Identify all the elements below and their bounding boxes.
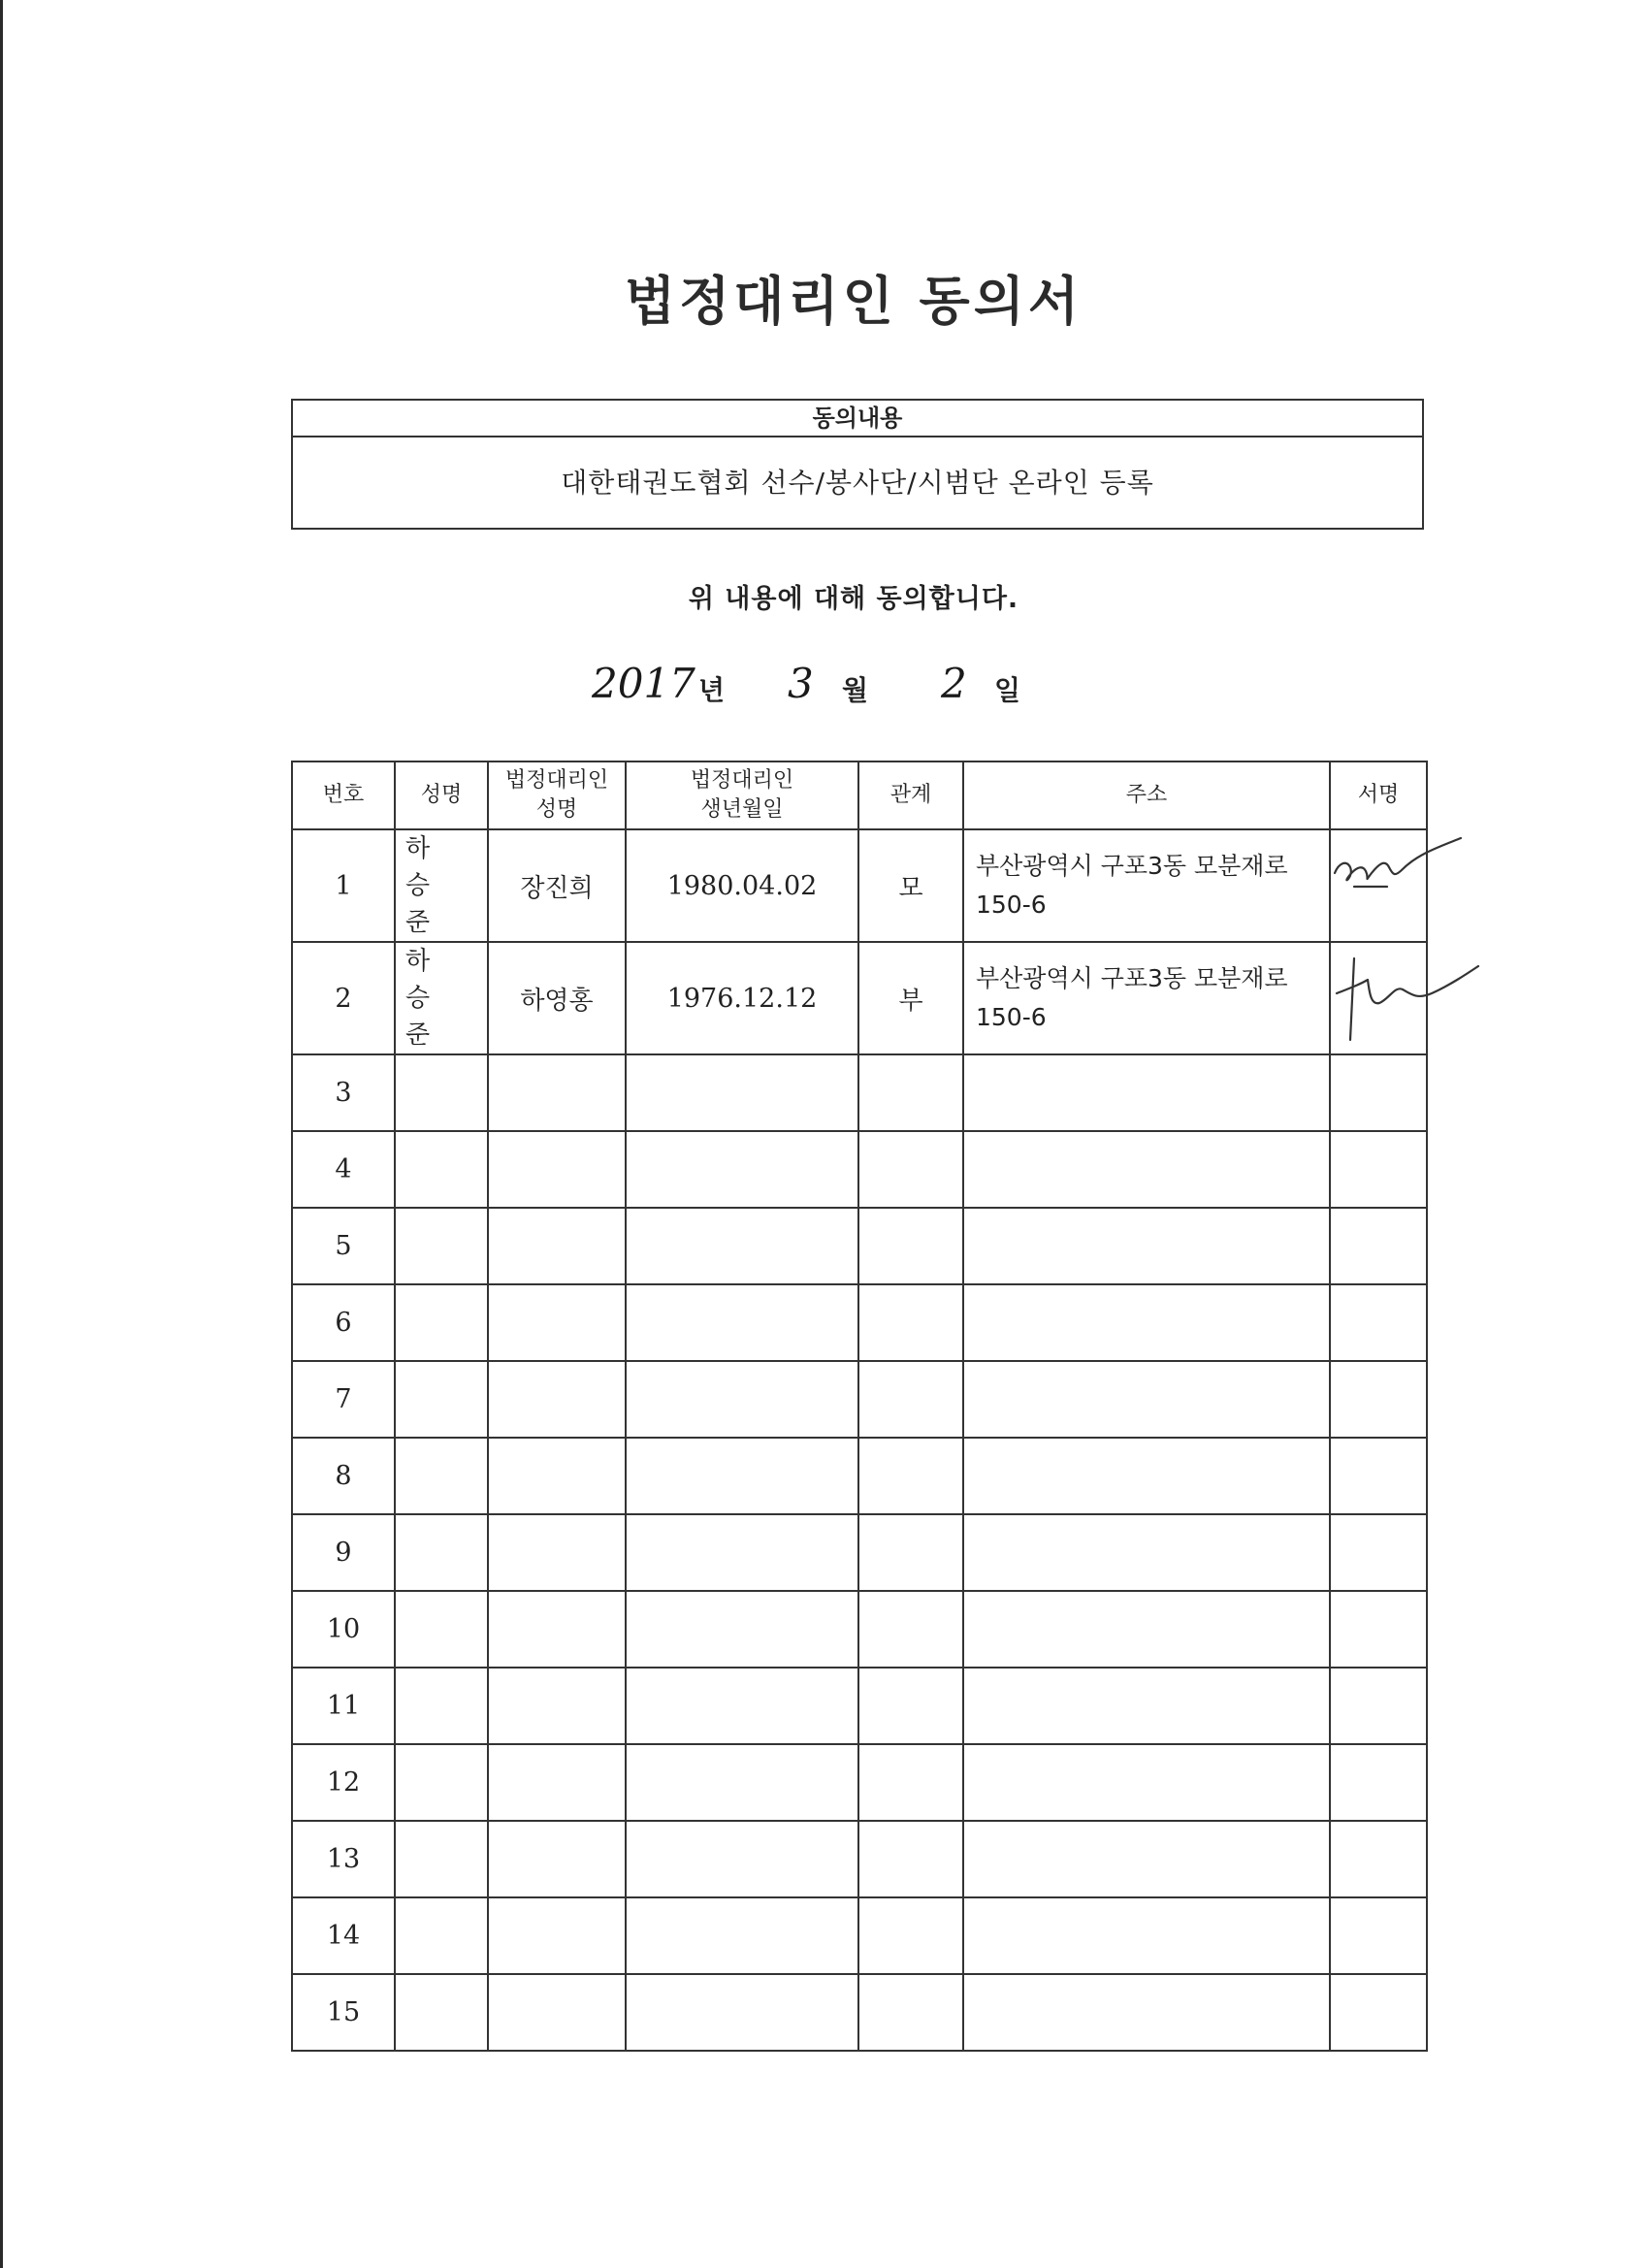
date-month: 3 [788,660,814,707]
cell-no: 15 [292,1974,395,2051]
header-rep-birth: 법정대리인 생년월일 [626,761,858,829]
cell-address [963,1284,1330,1361]
cell-rep-name [488,1668,626,1744]
cell-signature [1330,1131,1427,1208]
cell-rep-name [488,1284,626,1361]
cell-relation [858,1591,963,1668]
cell-name [395,1591,488,1668]
header-signature: 서명 [1330,761,1427,829]
cell-rep-name [488,1744,626,1821]
cell-relation: 부 [858,942,963,1054]
cell-name [395,1438,488,1514]
cell-relation [858,1897,963,1974]
table-row [292,1514,1427,1591]
table-row [292,829,1427,942]
cell-no: 2 [292,942,395,1054]
scan-edge [0,0,3,2268]
cell-rep-name: 하영홍 [488,942,626,1054]
cell-signature [1330,1514,1427,1591]
consent-box [291,399,1424,530]
cell-address [963,1054,1330,1131]
cell-name [395,1668,488,1744]
cell-signature [1330,1821,1427,1897]
cell-no: 1 [292,829,395,942]
cell-address [963,1131,1330,1208]
cell-name: 하 승 준 [395,829,488,942]
cell-no: 3 [292,1054,395,1131]
cell-signature [1330,1054,1427,1131]
table-row [292,1054,1427,1131]
table-row [292,1974,1427,2051]
header-rep-name: 법정대리인 성명 [488,761,626,829]
cell-address [963,1208,1330,1284]
cell-address [963,1591,1330,1668]
cell-address: 부산광역시 구포3동 모분재로150-6 [963,942,1330,1054]
cell-signature [1330,1438,1427,1514]
cell-rep-birth [626,1361,858,1438]
date-month-unit: 월 [842,674,869,706]
cell-no: 5 [292,1208,395,1284]
cell-address [963,1744,1330,1821]
cell-rep-birth [626,1208,858,1284]
cell-address [963,1514,1330,1591]
cell-rep-birth [626,1821,858,1897]
cell-rep-birth [626,1284,858,1361]
header-relation: 관계 [858,761,963,829]
cell-rep-birth: 1976.12.12 [626,942,858,1054]
cell-relation [858,1361,963,1438]
cell-address [963,1974,1330,2051]
cell-name [395,1821,488,1897]
cell-name [395,1744,488,1821]
cell-no: 14 [292,1897,395,1974]
cell-rep-name: 장진희 [488,829,626,942]
cell-rep-name [488,1591,626,1668]
cell-no: 9 [292,1514,395,1591]
cell-relation [858,1054,963,1131]
cell-no: 11 [292,1668,395,1744]
cell-name [395,1131,488,1208]
cell-rep-name [488,1361,626,1438]
cell-relation [858,1974,963,2051]
cell-name [395,1361,488,1438]
cell-name [395,1054,488,1131]
date-day: 2 [941,660,967,707]
cell-rep-name [488,1054,626,1131]
cell-signature [1330,1974,1427,2051]
header-address: 주소 [963,761,1330,829]
cell-rep-name [488,1897,626,1974]
cell-rep-birth [626,1897,858,1974]
cell-relation [858,1821,963,1897]
cell-signature [1330,1668,1427,1744]
table-row [292,1668,1427,1744]
table-row [292,1438,1427,1514]
table-row [292,1821,1427,1897]
cell-name [395,1208,488,1284]
cell-rep-birth [626,1974,858,2051]
date-line [0,660,1649,718]
cell-no: 12 [292,1744,395,1821]
cell-address [963,1821,1330,1897]
cell-address [963,1361,1330,1438]
handwritten-signature [1325,947,1480,1044]
cell-rep-name [488,1131,626,1208]
cell-relation [858,1208,963,1284]
cell-signature [1330,1361,1427,1438]
cell-relation [858,1438,963,1514]
cell-no: 8 [292,1438,395,1514]
table-header-row [292,761,1427,829]
cell-rep-birth [626,1438,858,1514]
consent-body: 대한태권도협회 선수/봉사단/시범단 온라인 등록 [561,467,1154,499]
cell-signature [1330,1591,1427,1668]
table-row [292,1897,1427,1974]
cell-relation [858,1514,963,1591]
cell-rep-name [488,1821,626,1897]
cell-no: 6 [292,1284,395,1361]
cell-relation [858,1744,963,1821]
cell-rep-birth [626,1591,858,1668]
cell-name [395,1284,488,1361]
cell-rep-birth [626,1514,858,1591]
table-row [292,1591,1427,1668]
table-row [292,1208,1427,1284]
cell-address: 부산광역시 구포3동 모분재로150-6 [963,829,1330,942]
table-row [292,1284,1427,1361]
table-row [292,942,1427,1054]
cell-signature [1330,1744,1427,1821]
cell-signature [1330,1208,1427,1284]
cell-relation [858,1668,963,1744]
header-name: 성명 [395,761,488,829]
cell-no: 7 [292,1361,395,1438]
table-row [292,1361,1427,1438]
cell-no: 10 [292,1591,395,1668]
cell-rep-birth [626,1131,858,1208]
cell-address [963,1668,1330,1744]
cell-name [395,1514,488,1591]
cell-rep-birth [626,1054,858,1131]
cell-address [963,1438,1330,1514]
cell-rep-name [488,1974,626,2051]
cell-no: 4 [292,1131,395,1208]
cell-rep-birth [626,1668,858,1744]
cell-rep-name [488,1208,626,1284]
cell-name: 하 승 준 [395,942,488,1054]
consent-header: 동의내용 [293,401,1422,437]
header-no: 번호 [292,761,395,829]
cell-no: 13 [292,1821,395,1897]
cell-rep-birth: 1980.04.02 [626,829,858,942]
date-year: 2017 [592,660,695,707]
agreement-statement: 위 내용에 대해 동의합니다. [688,584,1019,614]
date-year-unit: 년 [698,674,726,706]
cell-relation [858,1131,963,1208]
cell-relation: 모 [858,829,963,942]
date-day-unit: 일 [994,674,1021,706]
cell-address [963,1897,1330,1974]
cell-rep-name [488,1438,626,1514]
cell-signature [1330,1897,1427,1974]
cell-name [395,1897,488,1974]
table-row [292,1744,1427,1821]
document-title: 법정대리인 동의서 [624,271,1083,332]
cell-relation [858,1284,963,1361]
handwritten-signature [1325,834,1480,931]
cell-signature [1330,1284,1427,1361]
cell-signature [1330,942,1427,1054]
cell-name [395,1974,488,2051]
registration-table [291,761,1428,2052]
cell-rep-birth [626,1744,858,1821]
cell-signature [1330,829,1427,942]
table-row [292,1131,1427,1208]
cell-rep-name [488,1514,626,1591]
